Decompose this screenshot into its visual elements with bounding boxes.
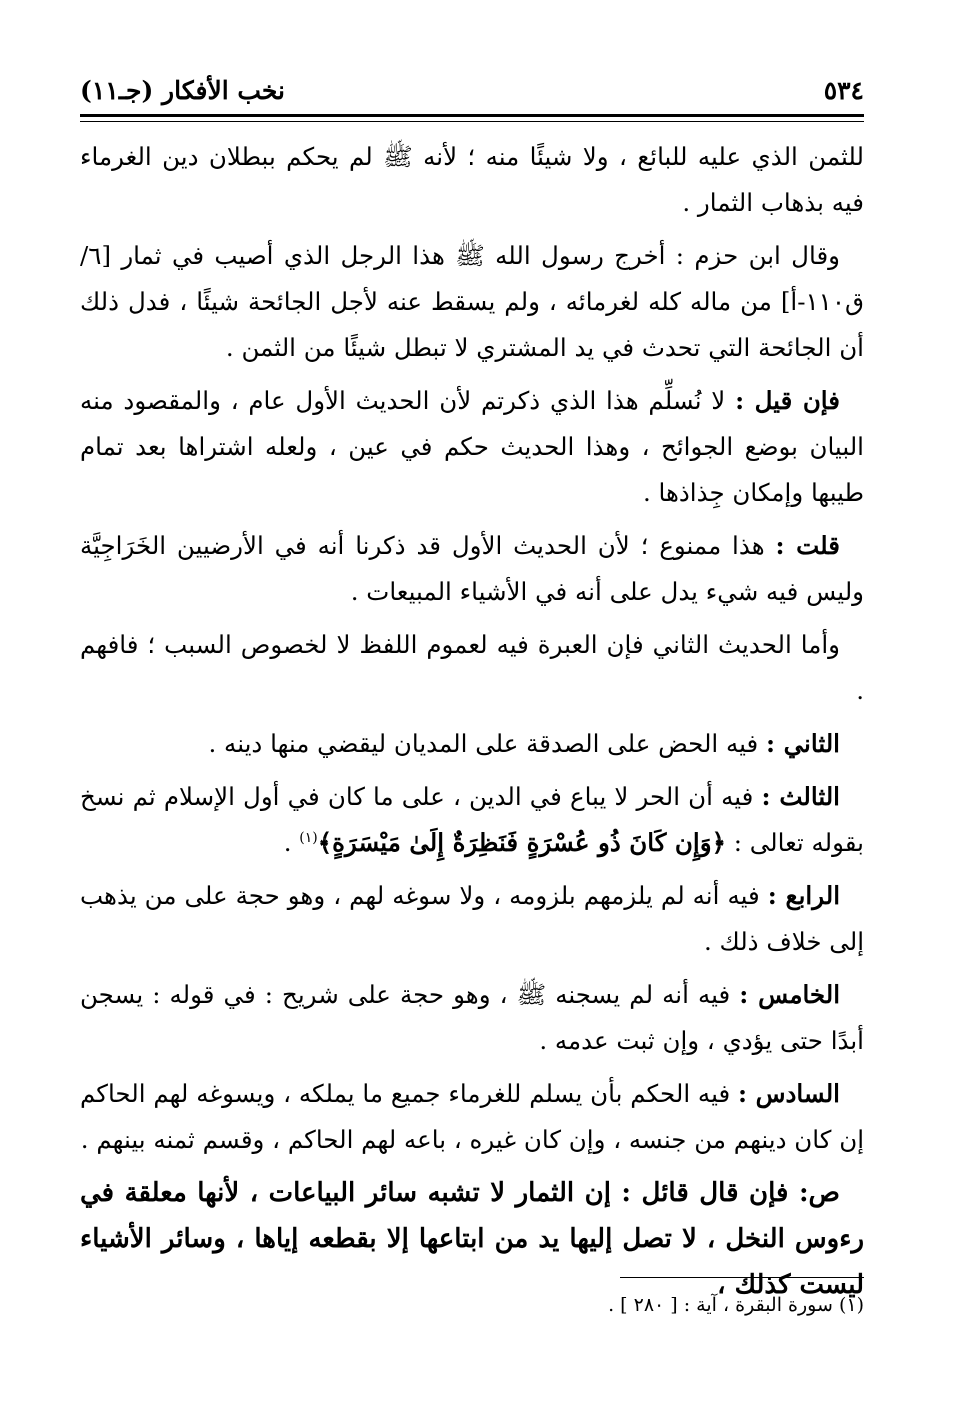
running-head: [80, 68, 864, 112]
footnote: [80, 1290, 864, 1320]
paragraph-text: وقال ابن حزم : أخرج رسول الله ﷺ هذا الرجل الذي أصيب في ثمار [٦/ ق١١٠-أ] من ماله كله لغرمائه ، ولم يسقط عنه لأجل الجائحة شيئًا ، فدل ذلك أن الجائحة التي تحدث في يد المشتري لا تبطل شيئًا من الثمن .: [80, 241, 864, 362]
paragraph-10: [80, 1071, 864, 1163]
footnote-text: (١) سورة البقرة ، آية : [ ٢٨٠ ] .: [608, 1294, 864, 1316]
paragraph-1: [80, 134, 864, 226]
paragraph-lead: الرابع :: [767, 881, 840, 910]
paragraph-lead: السادس :: [737, 1079, 840, 1108]
paragraph-text: فيه الحض على الصدقة على المديان ليقضي منها دينه .: [208, 729, 767, 758]
paragraph-5: [80, 622, 864, 714]
paragraph-lead: الثالث :: [761, 782, 840, 811]
paragraph-3: [80, 378, 864, 516]
paragraph-8: [80, 873, 864, 965]
paragraph-lead: فإن قيل :: [735, 386, 840, 415]
footnote-reference[interactable]: (١): [299, 829, 318, 846]
paragraph-6: [80, 721, 864, 767]
book-title: نخب الأفكار (جـ١١): [80, 75, 286, 105]
paragraph-7: [80, 774, 864, 866]
page-body: [80, 134, 864, 1315]
paragraph-text: هذا ممنوع ؛ لأن الحديث الأول قد ذكرنا أنه في الأرضيين الخَرَاجِيَّة وليس فيه شيء يدل على أنه في الأشياء المبيعات .: [80, 531, 864, 606]
paragraph-2: [80, 233, 864, 371]
paragraph-text: لا نُسلِّم هذا الذي ذكرتم لأن الحديث الأول عام ، والمقصود منه البيان بوضع الجوائح ، وهذا الحديث حكم في عين ، ولعله اشتراها بعد تمام طيبها وإمكان جِذاذها .: [80, 386, 864, 507]
footnote-separator: [620, 1277, 864, 1278]
paragraph-text: فيه أنه لم يلزمهم بلزومه ، ولا سوغه لهم ، وهو حجة على من يذهب إلى خلاف ذلك .: [80, 881, 864, 956]
paragraph-text: ص: فإن قال قائل : إن الثمار لا تشبه سائر البياعات ، لأنها معلقة في رءوس النخل ، لا تصل إليها يد من ابتاعها إلا بقطعه إياها ، وسائر الأشياء ليست كذلك ،: [80, 1178, 864, 1300]
paragraph-text-end: .: [283, 828, 300, 857]
paragraph-text: فيه أنه لم يسجنه ﷺ ، وهو حجة على شريح : في قوله : يسجن أبدًا حتى يؤدي ، وإن ثبت عدمه .: [80, 980, 864, 1055]
paragraph-lead: الخامس :: [739, 980, 841, 1009]
paragraph-9: [80, 972, 864, 1064]
header-rule-thin: [80, 121, 864, 122]
quran-verse: ﴿وَإِن كَانَ ذُو عُسْرَةٍ فَنَظِرَةٌ إِلَىٰ مَيْسَرَةٍ﴾: [317, 828, 726, 857]
paragraph-lead: الثاني :: [766, 729, 840, 758]
page-number: ٥٣٤: [823, 75, 864, 105]
paragraph-text: للثمن الذي عليه للبائع ، ولا شيئًا منه ؛ لأنه ﷺ لم يحكم ببطلان دين الغرماء فيه بذهاب الثمار .: [80, 142, 864, 217]
paragraph-text: فيه الحكم بأن يسلم للغرماء جميع ما يملكه ، ويسوغه لهم الحاكم إن كان دينهم من جنسه ، وإن كان غيره ، باعه لهم الحاكم ، وقسم ثمنه بينهم .: [80, 1079, 864, 1154]
paragraph-11: [80, 1170, 864, 1308]
paragraph-4: [80, 523, 864, 615]
paragraph-text: فيه أن الحر لا يباع في الدين ، على ما كان في أول الإسلام ثم نسخ بقوله تعالى :: [80, 782, 864, 857]
header-rule-thick: [80, 114, 864, 117]
paragraph-text: وأما الحديث الثاني فإن العبرة فيه لعموم اللفظ لا لخصوص السبب ؛ فافهم .: [80, 630, 864, 705]
paragraph-lead: قلت :: [775, 531, 840, 560]
